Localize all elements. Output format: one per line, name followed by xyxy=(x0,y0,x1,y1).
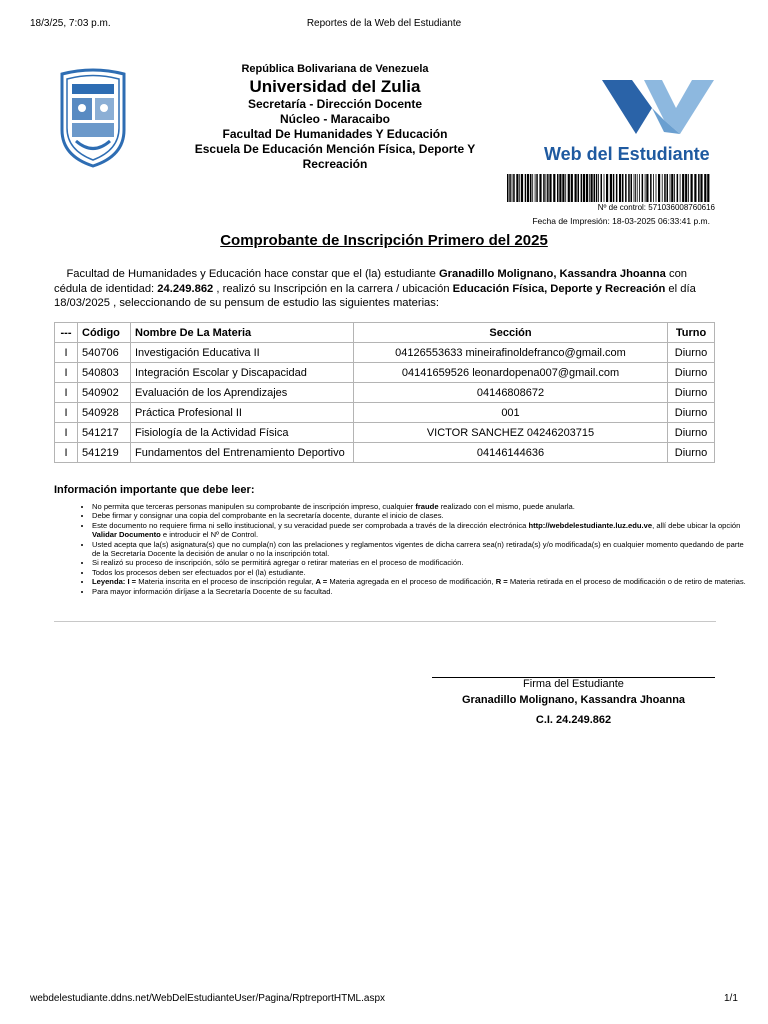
luz-shield-logo xyxy=(54,68,132,168)
barcode-bar xyxy=(513,174,515,202)
info-item xyxy=(92,521,752,540)
barcode-bar xyxy=(642,174,644,202)
info-text: , allí debe ubicar la opción xyxy=(652,520,741,530)
republic-line: República Bolivariana de Venezuela xyxy=(241,63,429,75)
barcode-bar xyxy=(694,174,696,202)
barcode-bar xyxy=(610,174,612,202)
facultad-line: Facultad De Humanidades Y Educación xyxy=(222,127,448,141)
barcode-bar xyxy=(512,174,513,202)
barcode-bar xyxy=(591,174,593,202)
barcode-bar xyxy=(622,174,624,202)
barcode-bar xyxy=(707,174,709,202)
barcode-bar xyxy=(509,174,511,202)
barcode-bar xyxy=(653,174,654,202)
barcode-bar xyxy=(671,174,673,202)
info-text: realizado con el mismo, puede anularla. xyxy=(438,502,575,511)
barcode-bar xyxy=(698,174,700,202)
info-link: http://webdelestudiante.luz.edu.ve xyxy=(528,520,653,530)
intro-text-2: con cédula de identidad: xyxy=(54,268,688,295)
barcode-bar xyxy=(575,174,577,202)
cell-type: I xyxy=(55,403,78,423)
barcode-bar xyxy=(594,174,596,202)
barcode-bar xyxy=(619,174,621,202)
barcode-bar xyxy=(667,174,669,202)
print-page-title: Reportes de la Web del Estudiante xyxy=(306,18,462,29)
print-page-number: 1/1 xyxy=(724,993,738,1004)
divider xyxy=(54,621,716,622)
barcode-bar xyxy=(549,174,551,202)
barcode-bar xyxy=(688,174,689,202)
cell-codigo: 540902 xyxy=(78,383,131,403)
cell-materia: Investigación Educativa II xyxy=(131,343,354,363)
cell-turno: Diurno xyxy=(668,443,715,463)
barcode-bar xyxy=(662,174,663,202)
barcode-bar xyxy=(628,174,630,202)
cell-type: I xyxy=(55,383,78,403)
info-bold: fraude xyxy=(415,502,439,511)
table-row xyxy=(55,343,715,363)
info-text: Este documento no requiere firma ni sello institucional, y su veracidad puede ser comprobada a través de la dirección electrónica xyxy=(92,520,529,530)
barcode-bar xyxy=(547,174,549,202)
info-item: • Debe firmar y consignar una copia del comprobante en la secretaría docente, durante el inicio de clases. xyxy=(92,511,752,520)
cell-seccion: 04146808672 xyxy=(354,383,668,403)
cell-codigo: 541219 xyxy=(78,443,131,463)
barcode-bar xyxy=(535,174,536,202)
signature-label: Firma del Estudiante xyxy=(523,678,624,690)
barcode xyxy=(505,174,715,204)
table-header-row xyxy=(55,323,715,343)
col-header-seccion: Sección xyxy=(354,323,668,343)
barcode-bar xyxy=(581,174,583,202)
barcode-bar xyxy=(639,174,640,202)
intro-paragraph xyxy=(54,267,716,311)
print-datetime: 18/3/25, 7:03 p.m. xyxy=(30,18,111,29)
cell-seccion: 001 xyxy=(354,403,668,423)
barcode-bar xyxy=(613,174,615,202)
barcode-bar xyxy=(539,174,541,202)
barcode-bar xyxy=(571,174,573,202)
header-block xyxy=(170,62,500,172)
barcode-bar xyxy=(521,174,523,202)
nucleo-line: Núcleo - Maracaibo xyxy=(279,112,391,126)
cell-turno: Diurno xyxy=(668,343,715,363)
cell-type: I xyxy=(55,363,78,383)
info-item: • Si realizó su proceso de inscripción, sólo se permitirá agregar o retirar materias en el proceso de modificación. xyxy=(92,558,752,567)
table-row xyxy=(55,423,715,443)
cell-turno: Diurno xyxy=(668,383,715,403)
info-item xyxy=(92,577,752,586)
cell-materia: Integración Escolar y Discapacidad xyxy=(131,363,354,383)
info-item: • Todos los procesos deben ser efectuados por el (la) estudiante. xyxy=(92,568,752,577)
control-number: Nº de control: 571036008760616 xyxy=(597,203,715,212)
info-title: Información importante que debe leer: xyxy=(54,484,255,496)
barcode-bar xyxy=(586,174,588,202)
info-item xyxy=(92,502,752,511)
print-url: webdelestudiante.ddns.net/WebDelEstudianteUser/Pagina/RptreportHTML.aspx xyxy=(30,993,386,1004)
barcode-bar xyxy=(646,174,648,202)
barcode-bar xyxy=(557,174,559,202)
cedula: 24.249.862 xyxy=(157,282,214,295)
signature-name: Granadillo Molignano, Kassandra Jhoanna xyxy=(461,694,686,706)
barcode-bar xyxy=(601,174,603,202)
barcode-bar xyxy=(525,174,527,202)
info-text: Materia retirada en el proceso de modificación o de retiro de materias. xyxy=(509,577,746,587)
intro-text-3: , realizó su Inscripción en la carrera / ubicación xyxy=(213,282,453,295)
cell-type: I xyxy=(55,443,78,463)
col-header-codigo: Código xyxy=(78,323,131,343)
barcode-bar xyxy=(543,174,545,202)
barcode-bar xyxy=(606,174,608,202)
document-title: Comprobante de Inscripción Primero del 2025 xyxy=(220,232,548,249)
barcode-bar xyxy=(704,174,706,202)
cell-turno: Diurno xyxy=(668,423,715,443)
cell-turno: Diurno xyxy=(668,403,715,423)
barcode-bar xyxy=(658,174,660,202)
info-item: • Para mayor información diríjase a la Secretaría Docente de su facultad. xyxy=(92,587,752,596)
intro-text-4: el día 18/03/2025 , seleccionando de su pensum de estudio las siguientes materias: xyxy=(54,282,696,309)
barcode-bar xyxy=(645,174,646,202)
barcode-bar xyxy=(527,174,529,202)
table-row xyxy=(55,403,715,423)
barcode-bar xyxy=(625,174,627,202)
col-header-turno: Turno xyxy=(668,323,715,343)
col-header-materia: Nombre De La Materia xyxy=(131,323,354,343)
cell-materia: Fundamentos del Entrenamiento Deportivo xyxy=(131,443,354,463)
barcode-bar xyxy=(565,174,566,202)
table-row xyxy=(55,443,715,463)
cell-type: I xyxy=(55,423,78,443)
barcode-bar xyxy=(546,174,547,202)
info-text: Materia inscrita en el proceso de inscripción regular, xyxy=(138,577,316,587)
university-name: Universidad del Zulia xyxy=(249,77,421,96)
student-name: Granadillo Molignano, Kassandra Jhoanna xyxy=(438,268,666,280)
cell-type: I xyxy=(55,343,78,363)
barcode-bar xyxy=(635,174,636,202)
info-bold: A = xyxy=(315,577,330,587)
cell-seccion: 04126553633 mineirafinoldefranco@gmail.com xyxy=(354,343,668,363)
secretaria-line: Secretaría - Dirección Docente xyxy=(247,97,423,111)
barcode-bar xyxy=(532,174,533,202)
barcode-bar xyxy=(536,174,538,202)
info-text: e introducir el Nº de Control. xyxy=(160,530,259,540)
fecha-impresion: Fecha de Impresión: 18-03-2025 06:33:41 p.m. xyxy=(532,216,710,226)
carrera: Educación Física, Deporte y Recreación xyxy=(452,282,666,295)
barcode-bar xyxy=(507,174,509,202)
barcode-bar xyxy=(634,174,635,202)
barcode-bar xyxy=(674,174,675,202)
barcode-bar xyxy=(589,174,590,202)
barcode-bar xyxy=(562,174,564,202)
cell-seccion: 04141659526 leonardopena007@gmail.com xyxy=(354,363,668,383)
cell-turno: Diurno xyxy=(668,363,715,383)
barcode-bar xyxy=(664,174,666,202)
cell-codigo: 540706 xyxy=(78,343,131,363)
intro-text-1: Facultad de Humanidades y Educación hace constar que el (la) estudiante xyxy=(66,268,439,280)
col-header-type: --- xyxy=(55,323,78,343)
cell-seccion: 04146144636 xyxy=(354,443,668,463)
table-row xyxy=(55,363,715,383)
cell-materia: Evaluación de los Aprendizajes xyxy=(131,383,354,403)
barcode-bar xyxy=(519,174,520,202)
signature-ci: C.I. 24.249.862 xyxy=(535,714,612,726)
cell-codigo: 540803 xyxy=(78,363,131,383)
info-list xyxy=(54,502,752,596)
barcode-bar xyxy=(682,174,684,202)
info-bold: Validar Documento xyxy=(92,530,161,540)
materias-table xyxy=(54,322,715,463)
barcode-bar xyxy=(530,174,532,202)
cell-seccion: VICTOR SANCHEZ 04246203715 xyxy=(354,423,668,443)
barcode-bar xyxy=(568,174,570,202)
barcode-bar xyxy=(685,174,687,202)
info-text: No permita que terceras personas manipulen su comprobante de inscripción impreso, cualquier xyxy=(92,502,416,511)
escuela-line: Escuela De Educación Mención Física, Deporte Y Recreación xyxy=(194,142,476,171)
barcode-bar xyxy=(598,174,599,202)
table-row xyxy=(55,383,715,403)
web-del-estudiante-logo xyxy=(540,72,718,167)
barcode-bar xyxy=(677,174,679,202)
web-logo-text: Web del Estudiante xyxy=(544,144,710,164)
barcode-bar xyxy=(637,174,638,202)
info-item: • Usted acepta que la(s) asignatura(s) que no cumpla(n) con las prelaciones y reglamentos vigentes de dicha carrera sea(n) retirada(s) y/o modificada(s) en cualquier momento quedando de parte de la Secretaría Docente la decisión de anular o no la inscripción total. xyxy=(92,540,752,559)
info-bold: Leyenda: I = xyxy=(92,577,139,587)
barcode-bar xyxy=(650,174,652,202)
cell-codigo: 540928 xyxy=(78,403,131,423)
barcode-bar xyxy=(604,174,605,202)
barcode-bar xyxy=(553,174,555,202)
barcode-bar xyxy=(691,174,693,202)
info-bold: R = xyxy=(495,577,510,587)
cell-materia: Práctica Profesional II xyxy=(131,403,354,423)
cell-codigo: 541217 xyxy=(78,423,131,443)
barcode-bar xyxy=(680,174,681,202)
barcode-bar xyxy=(583,174,585,202)
barcode-bar xyxy=(559,174,561,202)
barcode-bar xyxy=(700,174,702,202)
barcode-bar xyxy=(578,174,580,202)
barcode-bar xyxy=(596,174,598,202)
info-text: Materia agregada en el proceso de modificación, xyxy=(329,577,496,587)
barcode-bar xyxy=(616,174,618,202)
cell-materia: Fisiología de la Actividad Física xyxy=(131,423,354,443)
barcode-bar xyxy=(656,174,657,202)
barcode-bar xyxy=(631,174,633,202)
barcode-bar xyxy=(670,174,671,202)
barcode-bar xyxy=(516,174,518,202)
